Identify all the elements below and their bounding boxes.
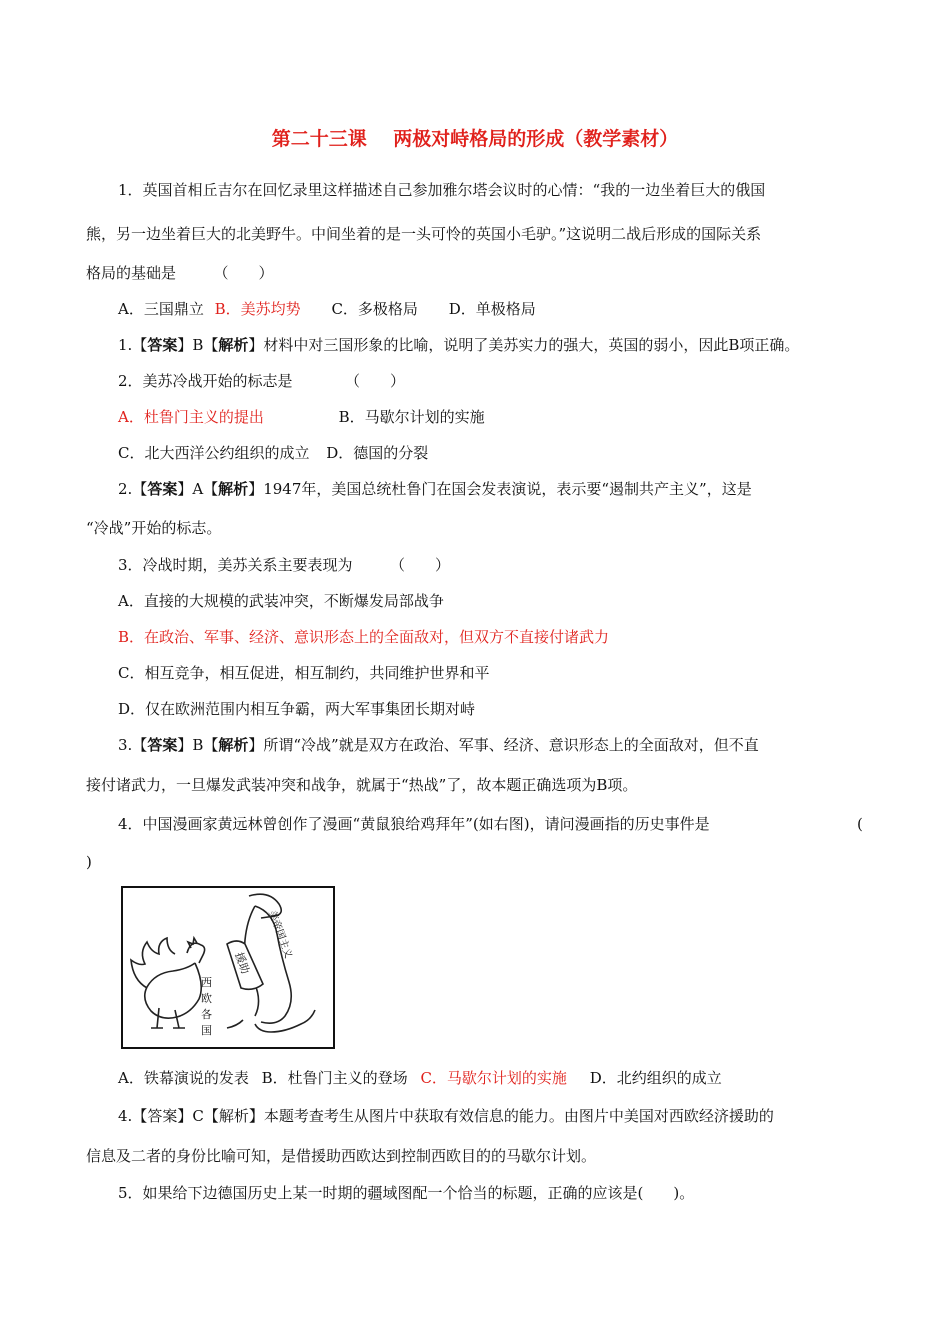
q3-option-c: C．相互竞争，相互促进，相互制约，共同维护世界和平 [118,664,490,682]
q2-option-b: B．马歇尔计划的实施 [338,408,485,426]
aid-label: 援助 [232,950,252,976]
answer-label: 答案 [147,736,178,754]
q1-option-b: B．美苏均势 [214,300,301,318]
q2-answer [118,479,752,499]
q2-stem: 2．美苏冷战开始的标志是 （ ） [118,372,406,390]
q4-option-d: D．北约组织的成立 [589,1069,722,1087]
rooster-label-3: 各 [201,1008,212,1021]
explanation-text: 】所谓“冷战”就是双方在政治、军事、经济、意识形态上的全面敌对，但不直 [248,736,759,754]
q1-option-d: D．单极格局 [448,300,536,318]
answer-choice: 】C【 [177,1107,219,1125]
page-title: 第二十三课 两极对峙格局的形成（教学素材） [271,128,679,150]
explanation-label: 解析 [218,336,249,354]
q4-answer [118,1106,774,1126]
explanation-text: 】材料中对三国形象的比喻，说明了美苏实力的强大，英国的弱小，因此B项正确。 [248,336,800,354]
explanation-text: 】本题考查考生从图片中获取有效信息的能力。由图片中美国对西欧经济援助的 [248,1107,774,1125]
q4-option-b: B．杜鲁门主义的登场 [261,1069,408,1087]
q4-options [118,1068,722,1088]
q4-answer-line2: 信息及二者的身份比喻可知，是借援助西欧达到控制西欧目的的马歇尔计划。 [86,1147,597,1165]
q1-answer [118,335,799,355]
explanation-label: 解析 [218,736,249,754]
q2-option-c: C．北大西洋公约组织的成立 [118,444,310,462]
q2-options-row2 [118,443,428,463]
answer-label: 答案 [147,336,178,354]
q4-paren-close: ) [86,853,92,871]
q1-stem-line2: 熊，另一边坐着巨大的北美野牛。中间坐着的是一头可怜的英国小毛驴。”这说明二战后形成的国际关系 [86,225,762,243]
q3-option-a: A．直接的大规模的武装冲突，不断爆发局部战争 [118,592,444,610]
answer-choice: 】B【 [177,736,219,754]
q2-option-a: A．杜鲁门主义的提出 [118,408,264,426]
q4-paren-open: ( [857,815,863,833]
answer-prefix: 2.【 [118,480,148,498]
weasel-label: 美帝国主义 [266,909,294,961]
q1-stem-line1: 1．英国首相丘吉尔在回忆录里这样描述自己参加雅尔塔会议时的心情：“我的一边坐着巨大的俄国 [118,181,766,199]
rooster-label-2: 欧 [201,992,212,1005]
q3-stem: 3．冷战时期，美苏关系主要表现为 （ ） [118,556,451,574]
q1-stem-line3: 格局的基础是 （ ） [86,264,274,282]
q3-option-b: B．在政治、军事、经济、意识形态上的全面敌对，但双方不直接付诸武力 [118,628,610,646]
q4-option-c: C．马歇尔计划的实施 [420,1069,567,1087]
q4-option-a: A．铁幕演说的发表 [118,1069,249,1087]
q2-options-row1 [118,407,485,427]
cartoon-drawing [123,888,333,1047]
q2-answer-line2: “冷战”开始的标志。 [86,519,222,537]
q2-option-d: D．德国的分裂 [326,444,429,462]
q3-option-d: D．仅在欧洲范围内相互争霸，两大军事集团长期对峙 [118,700,476,718]
answer-choice: 】B【 [177,336,219,354]
explanation-text: 】1947年，美国总统杜鲁门在国会发表演说，表示要“遏制共产主义”，这是 [248,480,752,498]
cartoon-weasel-rooster [121,886,335,1049]
q4-stem: 4．中国漫画家黄远林曾创作了漫画“黄鼠狼给鸡拜年”(如右图)，请问漫画指的历史事件是 [118,815,710,833]
rooster-label-4: 国 [201,1024,212,1037]
rooster-label-1: 西 [201,976,212,989]
q5-stem: 5．如果给下边德国历史上某一时期的疆域图配一个恰当的标题，正确的应该是( )。 [118,1184,695,1202]
rooster-figure [131,938,205,1028]
answer-prefix: 4.【 [118,1107,148,1125]
q1-options [118,299,536,319]
q1-option-c: C．多极格局 [331,300,418,318]
q3-answer-line2: 接付诸武力，一旦爆发武装冲突和战争，就属于“热战”了，故本题正确选项为B项。 [86,776,638,794]
q1-option-a: A．三国鼎立 [118,300,204,318]
answer-prefix: 3.【 [118,736,148,754]
q3-answer [118,735,759,755]
answer-choice: 】A【 [177,480,219,498]
answer-label: 答案 [147,480,178,498]
explanation-label: 解析 [218,480,249,498]
explanation-label: 解析 [218,1107,249,1125]
answer-label: 答案 [147,1107,178,1125]
answer-prefix: 1.【 [118,336,148,354]
